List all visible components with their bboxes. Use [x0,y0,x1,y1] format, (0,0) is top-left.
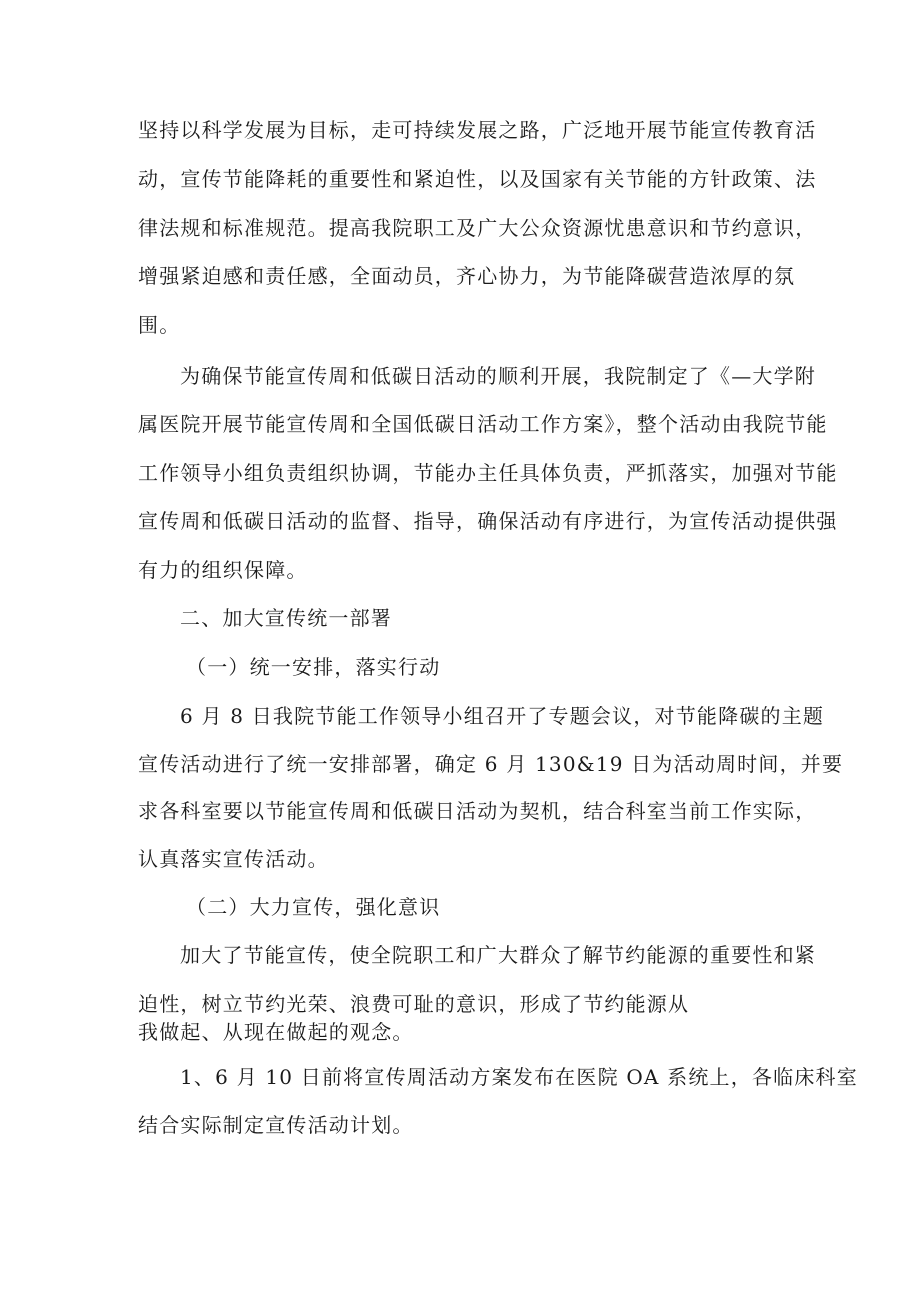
paragraph-line: 坚持以科学发展为目标，走可持续发展之路，广泛地开展节能宣传教育活 [138,118,817,142]
paragraph-line: 加大了节能宣传，使全院职工和广大群众了解节约能源的重要性和紧 [180,943,816,967]
subsection-heading: （二）大力宣传，强化意识 [186,895,441,919]
paragraph-line: 我做起、从现在做起的观念。 [138,1020,414,1044]
paragraph-line: 工作领导小组负责组织协调，节能办主任具体负责，严抓落实，加强对节能 [138,461,838,485]
paragraph-line: 律法规和标准规范。提高我院职工及广大公众资源忧患意识和节约意识， [138,216,817,240]
paragraph-line: 认真落实宣传活动。 [138,847,329,871]
paragraph-line: 迫性，树立节约光荣、浪费可耻的意识，形成了节约能源从 [138,992,690,1016]
paragraph-line: 宣传周和低碳日活动的监督、指导，确保活动有序进行，为宣传活动提供强 [138,509,838,533]
paragraph-line: 增强紧迫感和责任感，全面动员，齐心协力，为节能降碳营造浓厚的氛 [138,264,796,288]
paragraph-line: 宣传活动进行了统一安排部署，确定 6 月 130&19 日为活动周时间，并要 [138,752,844,776]
paragraph-line: 结合实际制定宣传活动计划。 [138,1113,414,1137]
subsection-heading: （一）统一安排，落实行动 [186,655,441,679]
paragraph-line: 动，宣传节能降耗的重要性和紧迫性，以及国家有关节能的方针政策、法 [138,167,817,191]
paragraph-line: 属医院开展节能宣传周和全国低碳日活动工作方案》，整个活动由我院节能 [138,412,828,436]
section-heading: 二、加大宣传统一部署 [180,606,392,630]
paragraph-line: 围。 [138,313,181,337]
paragraph-line: 求各科室要以节能宣传周和低碳日活动为契机，结合科室当前工作实际， [138,799,817,823]
paragraph-line: 1、6 月 10 日前将宣传周活动方案发布在医院 OA 系统上，各临床科室 [180,1065,858,1089]
paragraph-line: 为确保节能宣传周和低碳日活动的顺利开展，我院制定了《—大学附 [180,364,816,388]
paragraph-line: 有力的组织保障。 [138,558,308,582]
paragraph-line: 6 月 8 日我院节能工作领导小组召开了专题会议，对节能降碳的主题 [180,704,825,728]
